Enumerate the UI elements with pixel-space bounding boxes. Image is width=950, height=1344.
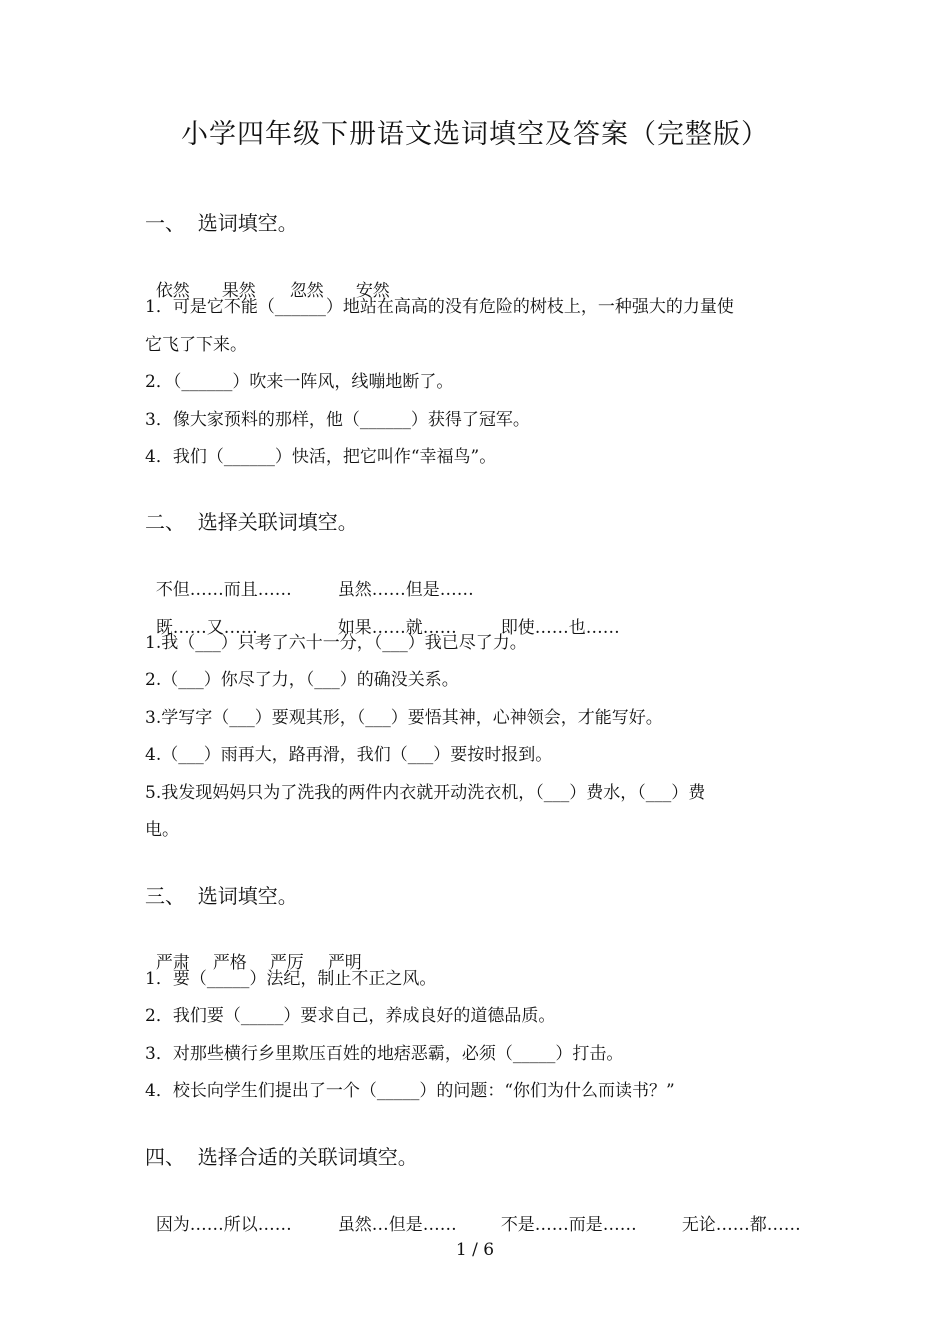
question-item: 1．可是它不能（______）地站在高高的没有危险的树枝上，一种强大的力量使 bbox=[145, 297, 734, 317]
question-item: 1．要（_____）法纪，制止不正之风。 bbox=[145, 969, 437, 989]
word-option: 安然 bbox=[355, 281, 390, 301]
page-title: 小学四年级下册语文选词填空及答案（完整版） bbox=[181, 119, 769, 150]
word-option: 依然 bbox=[155, 281, 190, 301]
section-2-heading: 二、 选择关联词填空。 bbox=[145, 510, 358, 534]
question-item: 它飞了下来。 bbox=[145, 335, 247, 355]
section-1-heading: 一、 选词填空。 bbox=[145, 211, 298, 235]
section-4-word-bank bbox=[145, 1192, 801, 1236]
word-option: 虽然…但是…… bbox=[337, 1215, 457, 1235]
word-option: 虽然……但是…… bbox=[337, 580, 474, 600]
word-option: 严格 bbox=[212, 953, 247, 973]
word-option: 如果……就…… bbox=[337, 618, 457, 638]
question-item: 2．（______）吹来一阵风，线嘣地断了。 bbox=[145, 372, 454, 392]
question-item: 5.我发现妈妈只为了洗我的两件内衣就开动洗衣机，（___）费水，（___）费 bbox=[145, 783, 706, 803]
word-option: 忽然 bbox=[289, 281, 324, 301]
question-item: 4．我们（______）快活，把它叫作“幸福鸟”。 bbox=[145, 447, 497, 467]
page-number: 1 / 6 bbox=[455, 1240, 495, 1260]
section-4-heading: 四、 选择合适的关联词填空。 bbox=[145, 1145, 418, 1169]
question-item: 3.学写字（___）要观其形，（___）要悟其神，心神领会，才能写好。 bbox=[145, 708, 663, 728]
question-item: 3．像大家预料的那样，他（______）获得了冠军。 bbox=[145, 410, 530, 430]
word-option: 严厉 bbox=[269, 953, 304, 973]
word-option: 严肃 bbox=[155, 953, 190, 973]
question-item: 电。 bbox=[145, 820, 179, 840]
question-item: 4．校长向学生们提出了一个（_____）的问题：“你们为什么而读书？” bbox=[145, 1081, 675, 1101]
word-option: 无论……都…… bbox=[681, 1215, 801, 1235]
section-3-heading: 三、 选词填空。 bbox=[145, 884, 298, 908]
word-option: 严明 bbox=[327, 953, 362, 973]
word-option: 果然 bbox=[221, 281, 256, 301]
word-option: 不是……而是…… bbox=[500, 1215, 637, 1235]
word-option: 即使……也…… bbox=[500, 618, 620, 638]
question-item: 2.（___）你尽了力，（___）的确没关系。 bbox=[145, 670, 459, 690]
question-item: 2．我们要（_____）要求自己，养成良好的道德品质。 bbox=[145, 1006, 556, 1026]
question-item: 4.（___）雨再大，路再滑，我们（___）要按时报到。 bbox=[145, 745, 553, 765]
word-option: 不但……而且…… bbox=[155, 580, 292, 600]
word-option: 因为……所以…… bbox=[155, 1215, 292, 1235]
question-item: 3．对那些横行乡里欺压百姓的地痞恶霸，必须（_____）打击。 bbox=[145, 1044, 624, 1064]
word-option: 既……又…… bbox=[155, 618, 258, 638]
question-item: 1.我（___）只考了六十一分，（___）我已尽了力。 bbox=[145, 633, 527, 653]
